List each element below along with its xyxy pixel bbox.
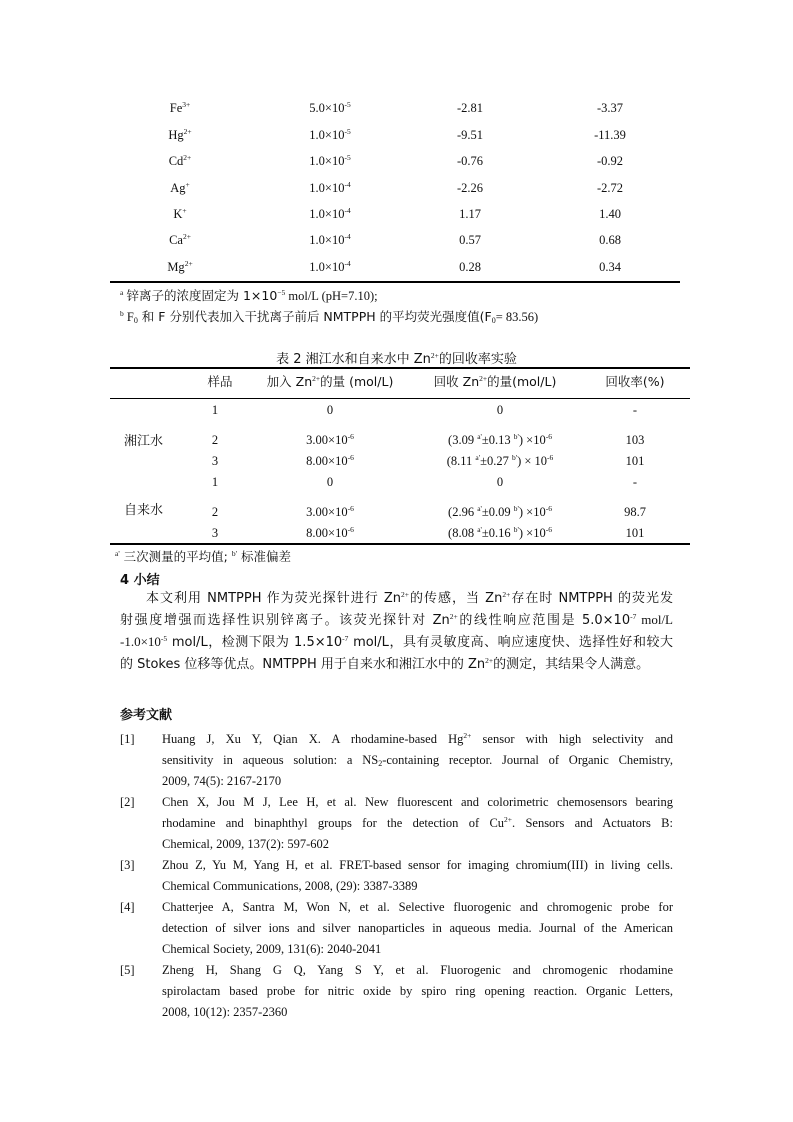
conc-value: 1.0×10 [309,207,345,221]
t1-v1-cell: 0.28 [459,260,481,274]
t1-ion-cell [150,233,210,248]
paragraph-line [120,587,673,610]
reference-line: Zheng H, Shang G Q, Yang S Y, et al. Fluorogenic and chromogenic rhodamine [162,963,673,977]
t1-ion-cell [150,128,210,143]
sup: 2+ [504,815,513,824]
paragraph-line [120,653,673,676]
recovered-sd: ±0.16 [481,526,514,540]
caption-text: 表 2 湘江水和自来水中 Zn [276,352,431,367]
added-value: 0 [326,475,334,489]
added-cell [290,433,370,448]
recovered-cell: 0 [496,403,504,417]
conc-exp: -5 [344,153,351,162]
t1-ion-cell [150,181,210,196]
recovered-mean: (8.08 [448,526,478,540]
t1-v2-cell: 0.68 [599,233,621,247]
sup: 2+ [449,612,458,621]
ion-charge: 2+ [183,153,192,162]
t1-v2-cell: -0.92 [596,154,624,168]
t1-ion-cell [150,101,210,116]
header-text: 的量(mol/L) [487,374,557,389]
t1-conc-cell [290,181,370,196]
table2-bottom-rule [110,543,690,545]
header-sample [195,372,245,390]
table2-top-rule [110,367,690,369]
rate-cell: 98.7 [624,505,646,519]
t1-v1-cell: 0.57 [459,233,481,247]
t1-v1-cell: -9.51 [456,128,484,142]
conc-value: 1.0×10 [309,181,345,195]
reference-number: [1] [120,732,135,746]
table1-note-b [120,307,538,325]
mark-a: a' [115,549,120,558]
sup: -7 [630,612,637,621]
note-mark: a [120,288,124,297]
ion-charge: 2+ [184,259,193,268]
reference-line: Chemical, 2009, 137(2): 597-602 [162,837,329,851]
recovered-exp: -6 [545,432,552,441]
t1-v1-cell: -2.81 [456,101,484,115]
mark-a: a' [477,432,482,441]
mark-b: b' [511,453,518,462]
header-sup: 2+ [479,374,488,383]
recovered-unit: ) ×10 [518,526,546,540]
t1-conc-cell [290,101,370,116]
conc-value: 1.0×10 [309,128,345,142]
table2-footnote [115,547,291,565]
mark-b: b' [513,432,519,441]
row-number: 2 [211,505,219,519]
sub: 2 [378,759,383,768]
t1-ion-cell [150,207,210,222]
reference-number: [3] [120,858,135,872]
table1-note-a [120,286,378,304]
sup: 2+ [485,656,494,665]
row-number: 3 [211,454,219,468]
note-sub: 0 [133,316,138,325]
t1-v2-cell: 1.40 [599,207,621,221]
reference-line [162,729,673,750]
text: mol/L [636,612,673,627]
t1-conc-cell [290,207,370,222]
sup: 2+ [463,731,472,740]
conc-exp: -4 [344,180,351,189]
sup: 2+ [502,590,511,599]
recovered-cell: 0 [496,475,504,489]
note-sub: 0 [491,316,496,325]
t1-conc-cell [290,128,370,143]
reference-line: Chen X, Jou M J, Lee H, et al. New fluorescent and colorimetric chemosensors bearing [162,795,673,809]
reference-line [162,813,673,834]
header-text: 回收 Zn [433,374,480,389]
references-heading: 参考文献 [120,708,173,723]
recovered-mean: (8.11 [446,454,476,468]
added-value: 3.00×10 [306,433,348,447]
added-exp: -6 [347,504,354,513]
t1-conc-cell [290,260,370,275]
t1-ion-cell [150,260,210,275]
note-text: F [126,310,134,324]
rate-cell: 103 [625,433,645,447]
text: mol/L，具有灵敏度高、响应速度快、选择性好和较大 [348,635,674,650]
caption-text: 的回收率实验 [438,352,517,367]
group-name: 自来水 [124,503,164,518]
group-name: 湘江水 [124,434,164,449]
ion-charge: 3+ [182,100,191,109]
added-value: 0 [326,403,334,417]
recovered-exp: -6 [545,504,552,513]
added-value: 8.00×10 [306,526,348,540]
table1-bottom-rule [110,281,680,283]
added-cell [290,526,370,541]
row-number: 1 [211,403,219,417]
text: mol/L，检测下限为 1.5×10 [167,635,343,650]
recovered-unit: ) ×10 [518,505,546,519]
sup: 2+ [401,590,409,599]
conc-exp: -4 [344,206,351,215]
note-text: = 83.56) [495,310,539,324]
recovered-exp: -6 [545,525,552,534]
sup: -5 [160,634,168,643]
footnote-text: 三次测量的平均值; [119,549,232,564]
header-text: 样品 [207,374,233,389]
note-mark: b [120,309,124,318]
recovered-cell [420,454,580,469]
text: rhodamine and binaphthyl groups for the detection of Cu [162,816,505,830]
ion-charge: + [182,206,187,215]
conc-exp: -5 [344,127,351,136]
t1-v2-cell: 0.34 [599,260,621,274]
row-number: 2 [211,433,219,447]
reference-line: 2009, 74(5): 2167-2170 [162,774,282,788]
caption-sup: 2+ [430,351,439,360]
ion-symbol: Ca [169,233,183,247]
text: -1.0×10 [120,634,161,649]
conc-exp: -4 [344,232,351,241]
recovered-unit: ) × 10 [517,454,548,468]
recovered-sd: ±0.13 [481,433,514,447]
added-value: 8.00×10 [306,454,348,468]
ion-charge: 2+ [183,127,192,136]
t1-conc-cell [290,154,370,169]
t1-ion-cell [150,154,210,169]
added-exp: -6 [347,525,354,534]
t1-v2-cell: -2.72 [596,181,624,195]
recovered-cell [420,526,580,541]
reference-line [162,750,673,771]
mark-a: a' [477,504,482,513]
sup: -7 [342,634,349,643]
section-heading: 4 小结 [120,573,160,588]
t1-v1-cell: 1.17 [459,207,481,221]
recovered-cell [420,505,580,520]
text: 存在时 NMTPPH 的荧光发 [510,591,673,606]
reference-number: [4] [120,900,135,914]
mark-b: b' [231,549,237,558]
row-number: 3 [211,526,219,540]
table2-caption [0,348,793,367]
rate-cell: 101 [625,454,645,468]
mark-a: a' [475,453,481,462]
row-number: 1 [211,475,219,489]
recovered-mean: (2.96 [448,505,478,519]
added-exp: -6 [347,453,354,462]
header-text: 回收率(%) [605,374,665,389]
t1-v2-cell: -3.37 [596,101,624,115]
text: 的线性响应范围是 5.0×10 [457,613,631,628]
conc-value: 1.0×10 [309,154,345,168]
t1-v1-cell: -0.76 [456,154,484,168]
header-sup: 2+ [312,374,321,383]
note-text: 和 F 分别代表加入干扰离子前后 NMTPPH 的平均荧光强度值(F [137,309,492,324]
recovered-unit: ) ×10 [518,433,546,447]
conc-value: 5.0×10 [309,101,345,115]
added-cell [290,403,370,418]
text: sensor with high selectivity and [471,732,673,746]
mark-b: b' [513,504,519,513]
ion-symbol: Cd [168,154,184,168]
text: 的 Stokes 位移等优点。NMTPPH 用于自来水和湘江水中的 Zn [120,657,486,672]
ion-symbol: Mg [167,260,185,274]
reference-line: 2008, 10(12): 2357-2360 [162,1005,288,1019]
t1-v1-cell: -2.26 [456,181,484,195]
note-text: mol/L (pH=7.10); [285,289,378,303]
header-added [255,372,405,390]
reference-number: [5] [120,963,135,977]
reference-line: spirolactam based probe for nitric oxide by spiro ring opening reaction. Organic Letters, [162,984,673,998]
note-text: 锌离子的浓度固定为 1×10 [126,288,278,303]
reference-line: detection of silver ions and silver nanoparticles in aqueous media. Journal of the American [162,921,673,935]
paragraph-line [120,609,673,632]
text: 本文利用 NMTPPH 作为荧光探针进行 Zn [146,591,401,606]
ion-symbol: Hg [168,128,184,142]
text: 的传感，当 Zn [408,591,503,606]
reference-line: Chemical Society, 2009, 131(6): 2040-2041 [162,942,382,956]
conc-value: 1.0×10 [309,233,345,247]
header-rate [590,372,680,390]
reference-number: [2] [120,795,135,809]
text: sensitivity in aqueous solution: a NS [162,753,379,767]
mark-a: a' [477,525,482,534]
added-cell [290,505,370,520]
text: . Sensors and Actuators B: [512,816,673,830]
conc-exp: -5 [344,100,351,109]
ion-charge: 2+ [182,232,191,241]
rate-cell: 101 [625,526,645,540]
header-recovered [420,372,570,390]
reference-line: Zhou Z, Yu M, Yang H, et al. FRET-based sensor for imaging chromium(III) in living cells. [162,858,673,872]
ion-symbol: Ag [170,181,186,195]
conc-value: 1.0×10 [309,260,345,274]
header-text: 的量 (mol/L) [320,374,394,389]
ion-charge: + [185,180,190,189]
footnote-text: 标准偏差 [236,549,291,564]
added-cell [290,454,370,469]
header-text: 加入 Zn [266,374,313,389]
table2-header-rule [110,398,690,399]
text: 的测定，其结果令人满意。 [493,657,650,672]
added-value: 3.00×10 [306,505,348,519]
text: 射强度增强而选择性识别锌离子。该荧光探针对 Zn [120,613,450,628]
ion-symbol: K [173,207,183,221]
paragraph-line [120,631,673,654]
rate-cell: - [632,403,638,417]
recovered-mean: (3.09 [448,433,478,447]
reference-line: Chemical Communications, 2008, (29): 3387-3389 [162,879,418,893]
text: Huang J, Xu Y, Qian X. A rhodamine-based Hg [162,732,464,746]
ion-symbol: Fe [169,101,183,115]
reference-line: Chatterjee A, Santra M, Won N, et al. Selective fluorogenic and chromogenic probe for [162,900,673,914]
recovered-sd: ±0.09 [481,505,514,519]
recovered-exp: -6 [547,453,554,462]
conc-exp: -4 [344,259,351,268]
note-exp: −5 [277,288,286,297]
rate-cell: - [632,475,638,489]
added-exp: -6 [347,432,354,441]
added-cell [290,475,370,490]
recovered-cell [420,433,580,448]
t1-conc-cell [290,233,370,248]
mark-b: b' [513,525,519,534]
recovered-sd: ±0.27 [480,454,512,468]
text: -containing receptor. Journal of Organic Chemistry, [382,753,673,767]
t1-v2-cell: -11.39 [594,128,626,142]
